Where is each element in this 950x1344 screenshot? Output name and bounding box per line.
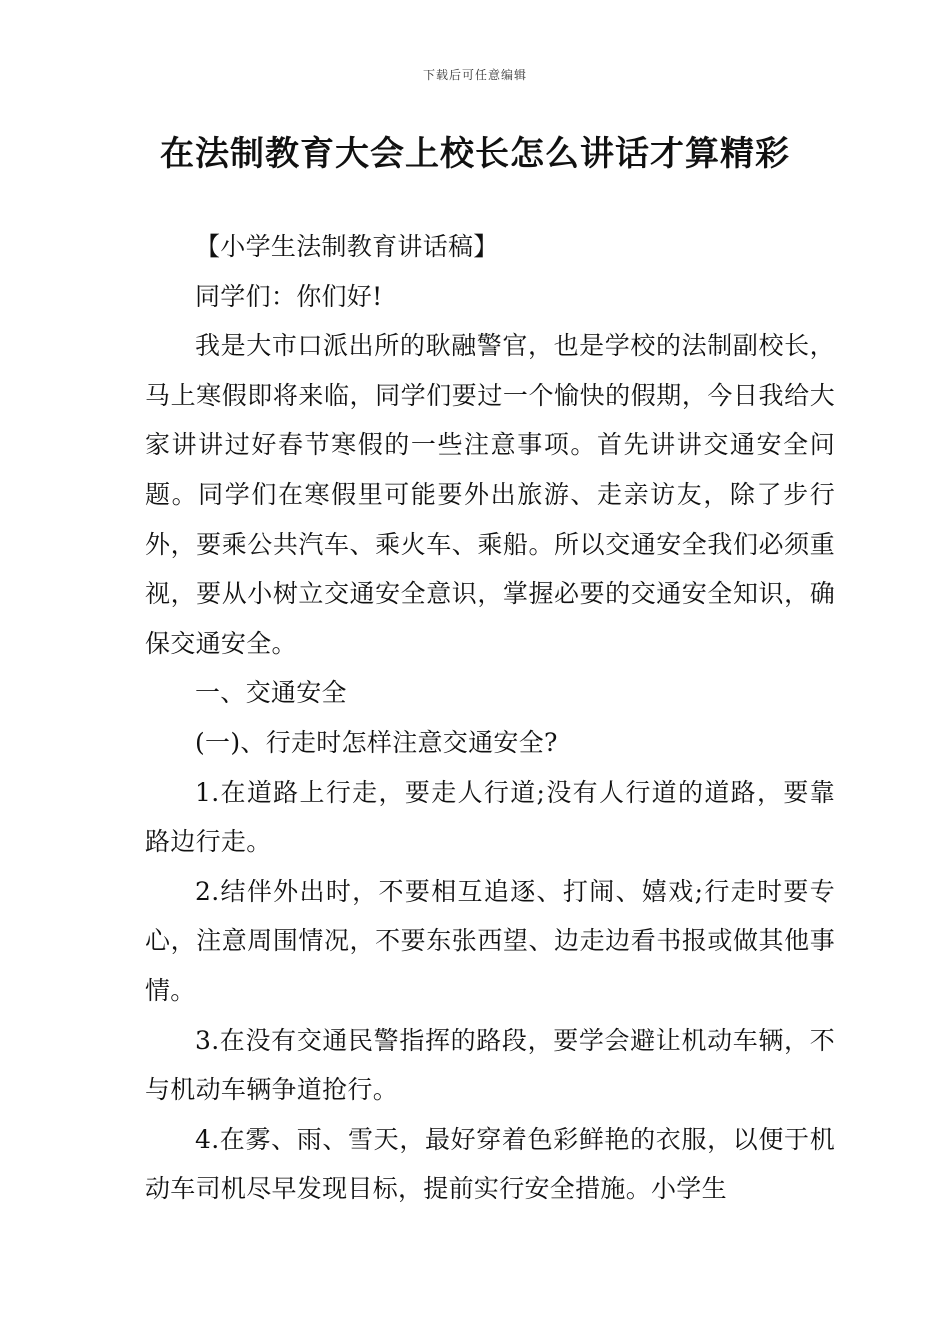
paragraph-greeting: 同学们：你们好! bbox=[195, 281, 383, 311]
section-heading-traffic-safety: 一、交通安全 bbox=[195, 678, 347, 708]
subsection-heading-walking: (一)、行走时怎样注意交通安全? bbox=[195, 727, 558, 757]
header-note: 下载后可任意编辑 bbox=[422, 68, 527, 82]
list-item-1: 1.在道路上行走，要走人行道;没有人行道的道路，要靠路边行走。 bbox=[145, 777, 835, 857]
list-item-3: 3.在没有交通民警指挥的路段，要学会避让机动车辆，不与机动车辆争道抢行。 bbox=[145, 1025, 835, 1105]
document-body bbox=[145, 222, 835, 1214]
list-item-4: 4.在雾、雨、雪天，最好穿着色彩鲜艳的衣服，以便于机动车司机尽早发现目标，提前实行安全措施。小学生 bbox=[145, 1124, 835, 1204]
paragraph-subtitle: 【小学生法制教育讲话稿】 bbox=[195, 232, 499, 261]
paragraph-intro: 我是大市口派出所的耿融警官，也是学校的法制副校长，马上寒假即将来临，同学们要过一个愉快的假期，今日我给大家讲讲过好春节寒假的一些注意事项。首先讲讲交通安全问题。同学们在寒假里可能要外出旅游、走亲访友，除了步行外，要乘公共汽车、乘火车、乘船。所以交通安全我们必须重视，要从小树立交通安全意识，掌握必要的交通安全知识，确保交通安全。 bbox=[145, 331, 835, 658]
document-title: 在法制教育大会上校长怎么讲话才算精彩 bbox=[160, 134, 790, 174]
list-item-2: 2.结伴外出时，不要相互追逐、打闹、嬉戏;行走时要专心，注意周围情况，不要东张西望、边走边看书报或做其他事情。 bbox=[145, 876, 835, 1005]
